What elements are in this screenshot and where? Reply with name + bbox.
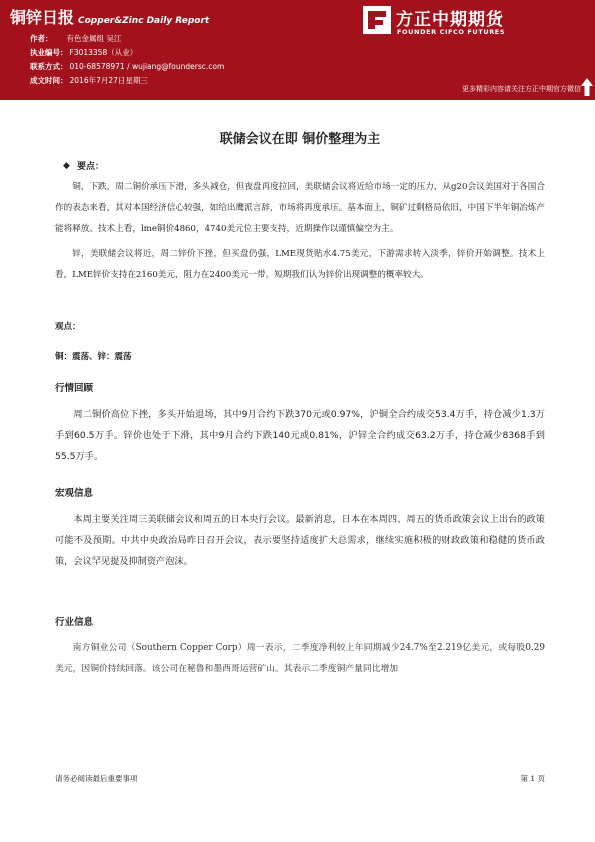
- report-title-cn: 铜锌日报: [10, 8, 75, 27]
- page-footer: [55, 773, 545, 785]
- meta-author: 作者： 有色金属组 吴江: [30, 34, 122, 43]
- market-review-heading: 行情回顾: [55, 383, 94, 394]
- wechat-notice: 更多精彩内容请关注方正中期官方微信: [462, 85, 581, 93]
- industry-heading: 行业信息: [55, 617, 94, 628]
- meta-contact: 联系方式： 010-68578971 / wujiang@foundersc.com: [30, 62, 225, 71]
- document-title: 联储会议在即 铜价整理为主: [219, 132, 381, 147]
- author-meta: [30, 32, 224, 88]
- logo-text-cn: 方正中期期货: [396, 10, 504, 30]
- report-header: [0, 0, 595, 100]
- founder-logo: [362, 5, 587, 41]
- logo-text-en: FOUNDER CIFCO FUTURES: [397, 28, 506, 36]
- up-arrow-icon: [581, 78, 593, 96]
- spacer: [55, 286, 545, 308]
- copper-summary: 铜，下跌，周二铜价承压下滑，多头减仓，但夜盘再度拉回，美联储会议将近给市场一定的压力，从g20会议美国对于各国合作的表态来看，其对本国经济信心较强，如给出鹰派言辞，市场将再度承压。基本面上，铜矿过剩格局依旧，中国下半年铜冶炼产能将释放。技术上看，lme铜价4860，4740美元位主要支持，近期操作以谨慎偏空为主。: [55, 182, 545, 234]
- macro-paragraph: 本周主要关注周三美联储会议和周五的日本央行会议。最新消息，日本在本周四、周五的货币政策会议上出台的政策可能不及预期。中共中央政治局昨日召开会议，表示要坚持适度扩大总需求，继续实施积极的财政政策和稳健的货币政策，会议罕见提及抑制资产泡沫。: [55, 514, 545, 567]
- page-number: 第 1 页: [520, 774, 545, 783]
- meta-date: 成文时间： 2016年7月27日星期三: [30, 76, 148, 85]
- diamond-bullet-icon: ◆: [63, 161, 70, 171]
- zinc-summary: 锌，美联储会议将近，周二锌价下挫，但买盘仍强，LME现货贴水4.75美元，下游需求转入淡季，锌价开始调整。技术上看，LME锌价支持在2160美元，阻力在2400美元一带。短期我们认为锌价出现调整的概率较大。: [55, 249, 545, 280]
- report-title-en: Copper&Zinc Daily Report: [78, 16, 210, 26]
- market-review-paragraph: 周二铜价高位下挫，多头开始退场，其中9月合约下跌370元或0.97%，沪铜全合约成交53.4万手，持仓减少1.3万手到60.5万手。锌价也处于下滑，其中9月合约下跌140元或0.81%，沪锌全合约成交63.2万手，持仓减少8368手到55.5万手。: [55, 409, 545, 462]
- report-title: [10, 5, 209, 28]
- disclaimer-note: 请务必阅读最后重要事项: [55, 774, 138, 783]
- viewpoint-heading: 观点：: [55, 322, 81, 332]
- founder-logo-icon: [362, 5, 392, 35]
- key-points-label: 要点：: [77, 162, 105, 172]
- macro-heading: 宏观信息: [55, 488, 94, 499]
- key-points-heading: [55, 159, 545, 173]
- report-body: [55, 128, 545, 680]
- viewpoint-value: 铜：震荡、锌：震荡: [55, 352, 132, 362]
- industry-paragraph: 南方铜业公司（Southern Copper Corp）周一表示，二季度净利较上年同期减少24.7%至2.219亿美元，或每股0.29美元，因铜价持续回落。该公司在秘鲁和墨西哥运营矿山。其表示二季度铜产量同比增加: [55, 643, 545, 674]
- meta-license: 执业编号： F3013358（从业）: [30, 48, 138, 57]
